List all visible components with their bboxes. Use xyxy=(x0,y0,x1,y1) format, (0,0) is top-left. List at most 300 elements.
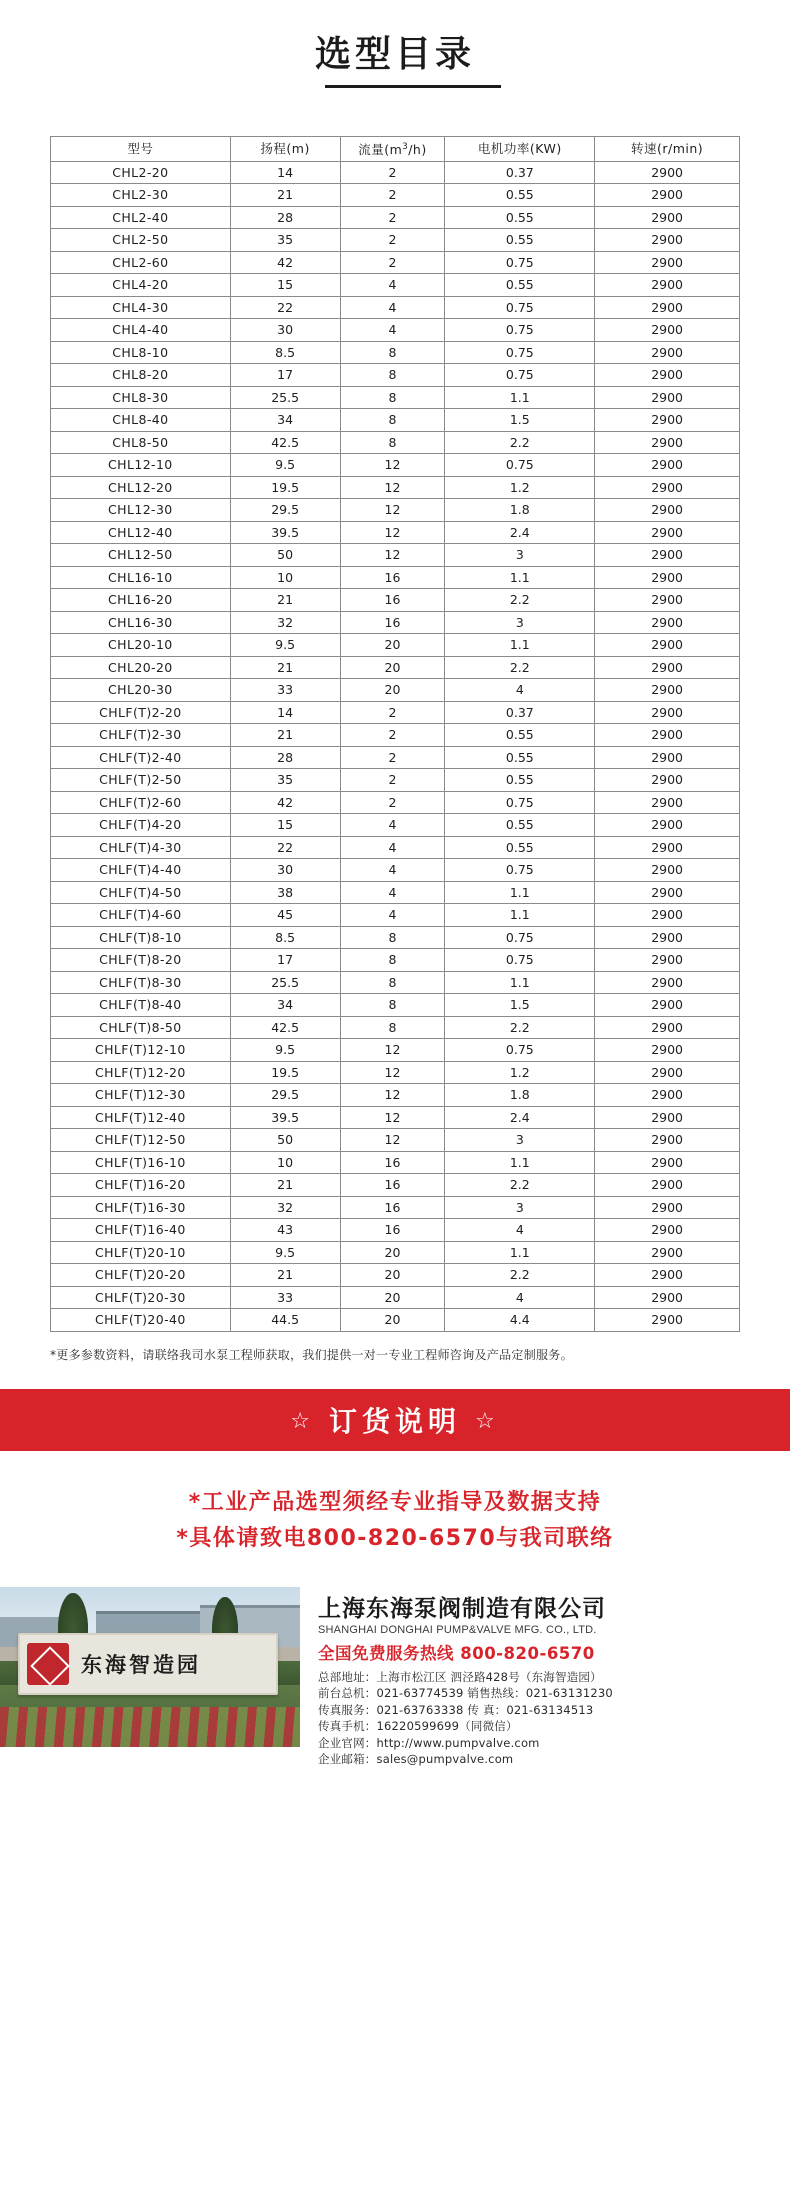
cell-model: CHL4-40 xyxy=(51,319,231,342)
cell-value: 14 xyxy=(230,701,340,724)
table-row xyxy=(51,1241,740,1264)
cell-value: 2900 xyxy=(595,431,740,454)
cell-value: 2900 xyxy=(595,184,740,207)
cell-value: 20 xyxy=(340,634,445,657)
contact-row: 传真手机：16220599699（同微信） xyxy=(318,1719,518,1734)
cell-model: CHL12-20 xyxy=(51,476,231,499)
cell-value: 2 xyxy=(340,206,445,229)
col-header-flow-prefix: 流量(m xyxy=(358,142,403,158)
cell-value: 2900 xyxy=(595,1264,740,1287)
title-underline xyxy=(325,85,501,88)
cell-value: 2.2 xyxy=(445,1016,595,1039)
cell-value: 16 xyxy=(340,1196,445,1219)
spec-table-wrap xyxy=(50,136,740,1332)
cell-model: CHLF(T)12-20 xyxy=(51,1061,231,1084)
cell-value: 8 xyxy=(340,431,445,454)
cell-model: CHLF(T)16-20 xyxy=(51,1174,231,1197)
cell-value: 2900 xyxy=(595,1061,740,1084)
cell-value: 2900 xyxy=(595,206,740,229)
cell-model: CHLF(T)8-50 xyxy=(51,1016,231,1039)
cell-value: 8.5 xyxy=(230,926,340,949)
cell-value: 14 xyxy=(230,161,340,184)
cell-value: 2900 xyxy=(595,409,740,432)
cell-value: 1.1 xyxy=(445,1241,595,1264)
table-row xyxy=(51,1016,740,1039)
cell-value: 12 xyxy=(340,521,445,544)
table-row xyxy=(51,364,740,387)
cell-value: 21 xyxy=(230,184,340,207)
cell-value: 1.1 xyxy=(445,634,595,657)
cell-value: 50 xyxy=(230,544,340,567)
note-line-2: *具体请致电800-820-6570与我司联络 xyxy=(176,1525,614,1551)
notes-block xyxy=(0,1451,790,1587)
cell-value: 2900 xyxy=(595,904,740,927)
contact-row: 总部地址：上海市松江区 泗泾路428号（东海智造园） xyxy=(318,1669,602,1684)
table-row xyxy=(51,1061,740,1084)
factory-photo xyxy=(0,1587,300,1747)
cell-value: 0.55 xyxy=(445,724,595,747)
table-row xyxy=(51,386,740,409)
cell-value: 1.8 xyxy=(445,499,595,522)
table-row xyxy=(51,206,740,229)
cell-model: CHLF(T)4-50 xyxy=(51,881,231,904)
cell-value: 2900 xyxy=(595,1286,740,1309)
cell-value: 1.1 xyxy=(445,566,595,589)
table-row xyxy=(51,544,740,567)
cell-value: 2 xyxy=(340,229,445,252)
cell-value: 9.5 xyxy=(230,634,340,657)
cell-model: CHL20-20 xyxy=(51,656,231,679)
contact-row: 企业邮箱：sales@pumpvalve.com xyxy=(318,1752,514,1767)
cell-value: 2900 xyxy=(595,746,740,769)
cell-value: 29.5 xyxy=(230,499,340,522)
cell-value: 21 xyxy=(230,1174,340,1197)
cell-value: 12 xyxy=(340,1129,445,1152)
cell-model: CHLF(T)12-30 xyxy=(51,1084,231,1107)
cell-value: 1.5 xyxy=(445,994,595,1017)
cell-value: 17 xyxy=(230,949,340,972)
table-row xyxy=(51,1106,740,1129)
cell-value: 3 xyxy=(445,1129,595,1152)
table-row xyxy=(51,836,740,859)
cell-model: CHLF(T)4-40 xyxy=(51,859,231,882)
cell-value: 2900 xyxy=(595,926,740,949)
table-row xyxy=(51,634,740,657)
table-row xyxy=(51,904,740,927)
cell-model: CHLF(T)2-40 xyxy=(51,746,231,769)
cell-value: 8 xyxy=(340,994,445,1017)
cell-value: 8 xyxy=(340,926,445,949)
cell-value: 0.55 xyxy=(445,274,595,297)
cell-value: 3 xyxy=(445,1196,595,1219)
cell-value: 2900 xyxy=(595,566,740,589)
cell-model: CHLF(T)8-40 xyxy=(51,994,231,1017)
cell-value: 1.1 xyxy=(445,386,595,409)
star-left-icon: ☆ xyxy=(290,1408,315,1434)
cell-value: 8 xyxy=(340,1016,445,1039)
table-row xyxy=(51,229,740,252)
cell-model: CHLF(T)20-20 xyxy=(51,1264,231,1287)
cell-model: CHLF(T)4-20 xyxy=(51,814,231,837)
cell-value: 4 xyxy=(445,1286,595,1309)
contact-row: 前台总机：021-63774539 销售热线：021-63131230 xyxy=(318,1686,613,1701)
table-row xyxy=(51,926,740,949)
cell-value: 12 xyxy=(340,1039,445,1062)
cell-value: 8 xyxy=(340,409,445,432)
cell-model: CHL12-10 xyxy=(51,454,231,477)
cell-value: 35 xyxy=(230,769,340,792)
cell-value: 32 xyxy=(230,1196,340,1219)
cell-model: CHLF(T)4-30 xyxy=(51,836,231,859)
cell-value: 2 xyxy=(340,746,445,769)
cell-model: CHL2-30 xyxy=(51,184,231,207)
cell-value: 44.5 xyxy=(230,1309,340,1332)
cell-value: 28 xyxy=(230,746,340,769)
cell-value: 0.75 xyxy=(445,454,595,477)
footer xyxy=(0,1587,790,1767)
spec-table-body xyxy=(51,161,740,1331)
cell-value: 20 xyxy=(340,1286,445,1309)
cell-value: 2900 xyxy=(595,791,740,814)
photo-entrance-sign xyxy=(18,1633,278,1695)
table-row xyxy=(51,476,740,499)
table-row xyxy=(51,994,740,1017)
cell-value: 1.5 xyxy=(445,409,595,432)
cell-value: 1.8 xyxy=(445,1084,595,1107)
table-row xyxy=(51,971,740,994)
cell-value: 2 xyxy=(340,724,445,747)
cell-value: 2900 xyxy=(595,454,740,477)
cell-value: 2 xyxy=(340,701,445,724)
cell-value: 16 xyxy=(340,1174,445,1197)
table-row xyxy=(51,769,740,792)
cell-value: 0.75 xyxy=(445,791,595,814)
cell-value: 2900 xyxy=(595,769,740,792)
table-row xyxy=(51,1151,740,1174)
cell-model: CHL8-40 xyxy=(51,409,231,432)
cell-value: 15 xyxy=(230,274,340,297)
cell-model: CHL12-50 xyxy=(51,544,231,567)
cell-value: 4 xyxy=(445,679,595,702)
cell-value: 12 xyxy=(340,544,445,567)
cell-model: CHLF(T)16-40 xyxy=(51,1219,231,1242)
table-row xyxy=(51,431,740,454)
table-row xyxy=(51,611,740,634)
cell-value: 43 xyxy=(230,1219,340,1242)
order-banner-label: 订货说明 xyxy=(328,1404,461,1438)
cell-value: 20 xyxy=(340,1264,445,1287)
cell-value: 2 xyxy=(340,791,445,814)
cell-value: 2900 xyxy=(595,881,740,904)
table-row xyxy=(51,1309,740,1332)
cell-value: 8 xyxy=(340,341,445,364)
cell-value: 15 xyxy=(230,814,340,837)
cell-value: 21 xyxy=(230,724,340,747)
cell-model: CHL8-30 xyxy=(51,386,231,409)
cell-value: 4 xyxy=(340,274,445,297)
cell-value: 4 xyxy=(340,904,445,927)
cell-model: CHL20-30 xyxy=(51,679,231,702)
cell-value: 0.37 xyxy=(445,701,595,724)
cell-model: CHL2-60 xyxy=(51,251,231,274)
cell-value: 2.2 xyxy=(445,589,595,612)
table-row xyxy=(51,341,740,364)
cell-value: 1.1 xyxy=(445,904,595,927)
cell-value: 2900 xyxy=(595,814,740,837)
cell-model: CHLF(T)12-10 xyxy=(51,1039,231,1062)
cell-value: 2 xyxy=(340,161,445,184)
cell-model: CHLF(T)20-40 xyxy=(51,1309,231,1332)
cell-value: 2.2 xyxy=(445,1174,595,1197)
cell-value: 32 xyxy=(230,611,340,634)
cell-value: 28 xyxy=(230,206,340,229)
cell-model: CHLF(T)8-20 xyxy=(51,949,231,972)
contact-row: 传真服务：021-63763338 传 真：021-63134513 xyxy=(318,1702,594,1717)
cell-value: 2900 xyxy=(595,1016,740,1039)
cell-value: 38 xyxy=(230,881,340,904)
cell-value: 20 xyxy=(340,679,445,702)
cell-value: 2900 xyxy=(595,1309,740,1332)
table-row xyxy=(51,1196,740,1219)
cell-value: 8.5 xyxy=(230,341,340,364)
cell-value: 2900 xyxy=(595,229,740,252)
cell-value: 16 xyxy=(340,1219,445,1242)
cell-value: 2900 xyxy=(595,1106,740,1129)
table-row xyxy=(51,409,740,432)
cell-value: 0.55 xyxy=(445,836,595,859)
cell-model: CHL20-10 xyxy=(51,634,231,657)
cell-value: 16 xyxy=(340,566,445,589)
cell-value: 2900 xyxy=(595,364,740,387)
cell-value: 0.75 xyxy=(445,364,595,387)
cell-value: 3 xyxy=(445,611,595,634)
cell-value: 39.5 xyxy=(230,521,340,544)
cell-value: 22 xyxy=(230,296,340,319)
cell-value: 2900 xyxy=(595,319,740,342)
cell-value: 2900 xyxy=(595,544,740,567)
cell-model: CHLF(T)2-20 xyxy=(51,701,231,724)
cell-value: 35 xyxy=(230,229,340,252)
cell-value: 2900 xyxy=(595,1196,740,1219)
cell-value: 0.55 xyxy=(445,229,595,252)
page-title: 选型目录 xyxy=(314,34,475,75)
cell-model: CHL2-50 xyxy=(51,229,231,252)
cell-value: 20 xyxy=(340,1241,445,1264)
hotline: 全国免费服务热线 800-820-6570 xyxy=(318,1643,595,1663)
table-row xyxy=(51,1286,740,1309)
cell-value: 8 xyxy=(340,949,445,972)
cell-value: 30 xyxy=(230,319,340,342)
cell-value: 21 xyxy=(230,589,340,612)
table-row xyxy=(51,499,740,522)
spec-table xyxy=(50,136,740,1332)
col-header-power: 电机功率(KW) xyxy=(445,137,595,162)
table-row xyxy=(51,319,740,342)
cell-value: 0.37 xyxy=(445,161,595,184)
cell-value: 0.75 xyxy=(445,1039,595,1062)
cell-value: 2.4 xyxy=(445,521,595,544)
cell-value: 0.55 xyxy=(445,769,595,792)
sign-text: 东海智造园 xyxy=(81,1652,201,1677)
cell-model: CHL8-20 xyxy=(51,364,231,387)
cell-value: 2.2 xyxy=(445,656,595,679)
table-row xyxy=(51,184,740,207)
table-row xyxy=(51,1039,740,1062)
table-row xyxy=(51,274,740,297)
cell-value: 4 xyxy=(340,836,445,859)
cell-value: 19.5 xyxy=(230,476,340,499)
cell-value: 0.55 xyxy=(445,746,595,769)
cell-value: 39.5 xyxy=(230,1106,340,1129)
cell-value: 16 xyxy=(340,589,445,612)
cell-value: 2900 xyxy=(595,724,740,747)
cell-value: 0.55 xyxy=(445,184,595,207)
cell-value: 2900 xyxy=(595,1129,740,1152)
cell-value: 0.75 xyxy=(445,296,595,319)
cell-value: 2900 xyxy=(595,971,740,994)
table-row xyxy=(51,791,740,814)
cell-value: 30 xyxy=(230,859,340,882)
cell-model: CHLF(T)8-30 xyxy=(51,971,231,994)
cell-value: 2900 xyxy=(595,1151,740,1174)
cell-value: 1.2 xyxy=(445,1061,595,1084)
table-row xyxy=(51,701,740,724)
cell-value: 12 xyxy=(340,1106,445,1129)
cell-value: 0.75 xyxy=(445,926,595,949)
table-row xyxy=(51,296,740,319)
cell-value: 2900 xyxy=(595,949,740,972)
title-block xyxy=(0,0,790,98)
footnote: *更多参数资料，请联络我司水泵工程师获取，我们提供一对一专业工程师咨询及产品定制服务。 xyxy=(50,1347,573,1362)
cell-model: CHLF(T)20-10 xyxy=(51,1241,231,1264)
cell-value: 25.5 xyxy=(230,386,340,409)
cell-value: 2900 xyxy=(595,1174,740,1197)
table-row xyxy=(51,656,740,679)
cell-model: CHL16-30 xyxy=(51,611,231,634)
cell-model: CHL16-20 xyxy=(51,589,231,612)
cell-value: 2900 xyxy=(595,859,740,882)
cell-value: 20 xyxy=(340,656,445,679)
photo-flowerbed xyxy=(0,1707,300,1747)
star-right-icon: ☆ xyxy=(475,1408,500,1434)
cell-value: 4 xyxy=(340,319,445,342)
cell-model: CHLF(T)2-30 xyxy=(51,724,231,747)
cell-value: 2900 xyxy=(595,341,740,364)
cell-value: 17 xyxy=(230,364,340,387)
cell-value: 12 xyxy=(340,454,445,477)
cell-value: 2900 xyxy=(595,499,740,522)
cell-value: 4 xyxy=(340,814,445,837)
cell-model: CHLF(T)16-30 xyxy=(51,1196,231,1219)
cell-value: 2.4 xyxy=(445,1106,595,1129)
cell-value: 20 xyxy=(340,1309,445,1332)
company-name-cn: 上海东海泵阀制造有限公司 xyxy=(318,1595,606,1622)
cell-value: 2.2 xyxy=(445,431,595,454)
cell-value: 21 xyxy=(230,656,340,679)
table-row xyxy=(51,881,740,904)
cell-model: CHL4-30 xyxy=(51,296,231,319)
order-banner-text xyxy=(276,1400,513,1440)
cell-value: 2900 xyxy=(595,476,740,499)
table-row xyxy=(51,1174,740,1197)
table-row xyxy=(51,454,740,477)
cell-value: 2900 xyxy=(595,161,740,184)
table-row xyxy=(51,859,740,882)
cell-value: 2900 xyxy=(595,1219,740,1242)
order-banner xyxy=(0,1389,790,1451)
cell-value: 2900 xyxy=(595,701,740,724)
cell-value: 2 xyxy=(340,251,445,274)
cell-value: 12 xyxy=(340,476,445,499)
col-header-flow-suffix: /h) xyxy=(408,142,427,158)
cell-value: 29.5 xyxy=(230,1084,340,1107)
table-row xyxy=(51,724,740,747)
col-header-head: 扬程(m) xyxy=(230,137,340,162)
cell-value: 16 xyxy=(340,1151,445,1174)
cell-value: 22 xyxy=(230,836,340,859)
col-header-flow-sup: 3 xyxy=(402,142,409,152)
cell-value: 42 xyxy=(230,251,340,274)
cell-model: CHL16-10 xyxy=(51,566,231,589)
cell-value: 0.55 xyxy=(445,206,595,229)
cell-value: 2900 xyxy=(595,656,740,679)
cell-model: CHL12-30 xyxy=(51,499,231,522)
cell-value: 2 xyxy=(340,184,445,207)
cell-value: 12 xyxy=(340,1061,445,1084)
cell-value: 21 xyxy=(230,1264,340,1287)
table-row xyxy=(51,589,740,612)
cell-value: 0.75 xyxy=(445,251,595,274)
col-header-speed: 转速(r/min) xyxy=(595,137,740,162)
cell-value: 0.75 xyxy=(445,859,595,882)
table-row xyxy=(51,1264,740,1287)
cell-model: CHL4-20 xyxy=(51,274,231,297)
cell-value: 0.55 xyxy=(445,814,595,837)
cell-value: 33 xyxy=(230,1286,340,1309)
cell-value: 1.1 xyxy=(445,881,595,904)
cell-value: 2900 xyxy=(595,1084,740,1107)
cell-value: 2900 xyxy=(595,296,740,319)
cell-value: 8 xyxy=(340,364,445,387)
cell-value: 1.1 xyxy=(445,971,595,994)
cell-value: 2900 xyxy=(595,251,740,274)
cell-value: 2900 xyxy=(595,1241,740,1264)
cell-value: 0.75 xyxy=(445,319,595,342)
cell-value: 42.5 xyxy=(230,431,340,454)
cell-value: 2900 xyxy=(595,521,740,544)
cell-value: 1.1 xyxy=(445,1151,595,1174)
cell-model: CHLF(T)8-10 xyxy=(51,926,231,949)
cell-value: 4 xyxy=(340,296,445,319)
cell-value: 2900 xyxy=(595,836,740,859)
cell-value: 12 xyxy=(340,1084,445,1107)
cell-model: CHLF(T)20-30 xyxy=(51,1286,231,1309)
cell-model: CHL2-40 xyxy=(51,206,231,229)
table-row xyxy=(51,949,740,972)
cell-value: 33 xyxy=(230,679,340,702)
cell-model: CHLF(T)12-40 xyxy=(51,1106,231,1129)
cell-value: 2900 xyxy=(595,634,740,657)
cell-value: 10 xyxy=(230,566,340,589)
cell-value: 2900 xyxy=(595,274,740,297)
cell-value: 9.5 xyxy=(230,1241,340,1264)
table-row xyxy=(51,566,740,589)
cell-value: 4 xyxy=(340,881,445,904)
cell-value: 8 xyxy=(340,386,445,409)
cell-value: 2 xyxy=(340,769,445,792)
cell-value: 2.2 xyxy=(445,1264,595,1287)
cell-value: 19.5 xyxy=(230,1061,340,1084)
